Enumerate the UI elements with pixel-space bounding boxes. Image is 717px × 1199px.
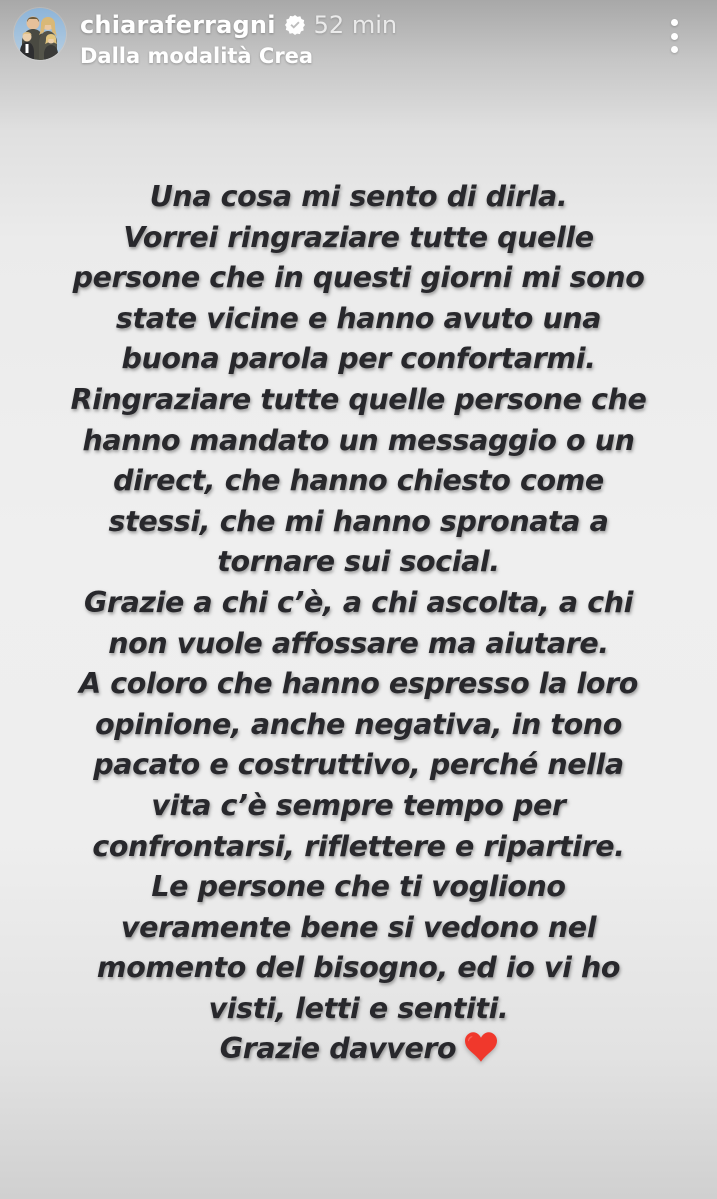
red-heart-emoji [465,1032,497,1062]
story-header [14,8,703,72]
header-text [80,8,397,68]
header-row [80,11,397,39]
story-text-block [0,177,717,1070]
kebab-dot [671,46,678,53]
story-text-line: opinione, anche negativa, in tono [95,707,622,741]
story-text-line: confrontarsi, riflettere e ripartire. [92,829,625,863]
kebab-dot [671,19,678,26]
story-text-line: visti, letti e sentiti. [208,991,509,1025]
story-text-line: hanno mandato un messaggio o un [82,423,635,457]
story-text-line: Grazie a chi c’è, a chi ascolta, a chi [83,585,634,619]
story-text-line: direct, che hanno chiesto come [113,464,604,498]
story-source-label: Dalla modalità Crea [80,44,314,68]
story-text-line: persone che in questi giorni mi sono [72,261,645,295]
story-text-line: Una cosa mi sento di dirla. [149,180,568,213]
story-text-line: stessi, che mi hanno spronata a [108,504,609,538]
profile-avatar[interactable] [14,8,66,60]
story-text-line: vita c’è sempre tempo per [151,788,566,822]
story-text-line: momento del bisogno, ed io vi ho [96,951,621,985]
family-photo-avatar [14,8,66,60]
story-text-line: veramente bene si vedono nel [120,910,597,944]
story-text-line: tornare sui social. [217,545,500,579]
story-text-line: buona parola per confortarmi. [121,342,596,376]
story-timestamp: 52 min [313,11,398,39]
story-text-line: pacato e costruttivo, perché nella [93,748,624,782]
story-text-line: Vorrei ringraziare tutte quelle [123,220,594,254]
story-text-line: A coloro che hanno espresso la loro [79,667,638,701]
kebab-dot [671,33,678,40]
verified-badge-icon [285,15,305,35]
story-text-line: state vicine e hanno avuto una [115,301,602,335]
story-text-line: Ringraziare tutte quelle persone che [70,382,647,416]
story-text-line: Le persone che ti vogliono [151,870,566,904]
more-options-button[interactable] [663,17,685,55]
story-text-line: Grazie davvero [0,1029,717,1070]
username[interactable]: chiaraferragni [80,11,276,39]
story-text-line: non vuole affossare ma aiutare. [108,626,609,660]
